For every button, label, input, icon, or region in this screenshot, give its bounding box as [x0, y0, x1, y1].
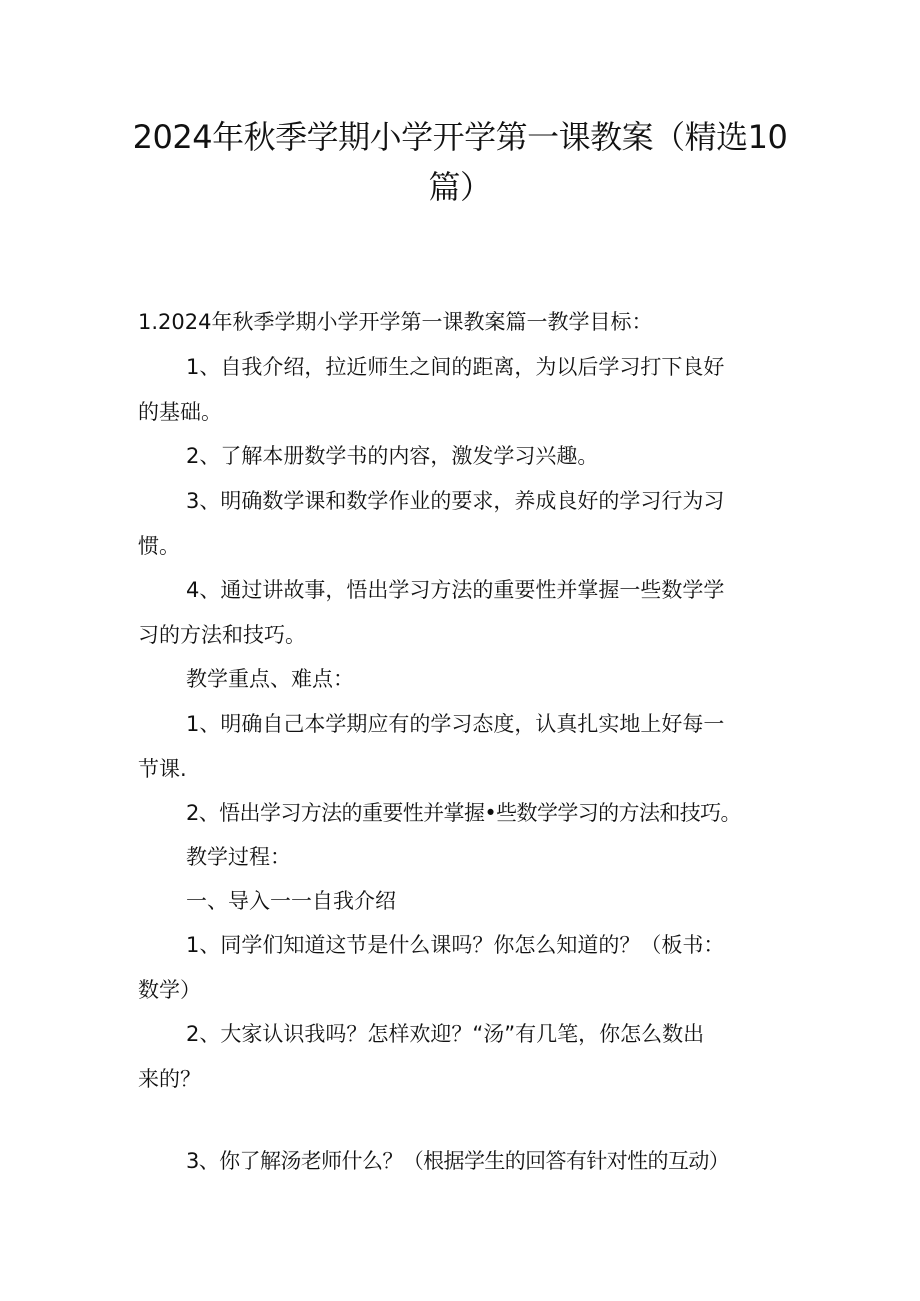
paragraph-key-1 — [138, 702, 798, 792]
para-line: 1、明确自己本学期应有的学习态度，认真扎实地上好每一 — [186, 712, 725, 736]
para-line: 一、导入一一自我介绍 — [186, 889, 396, 913]
section-heading-plan-1 — [138, 300, 798, 345]
para-line-cont: 来的？ — [138, 1067, 201, 1091]
para-line: 1、同学们知道这节是什么课吗？你怎么知道的？（板书： — [186, 933, 725, 957]
para-line: 4、通过讲故事，悟出学习方法的重要性并掌握一些数学学 — [186, 578, 725, 602]
paragraph-intro-2 — [138, 1012, 798, 1102]
paragraph-key-2 — [138, 791, 798, 836]
para-line: 2、悟出学习方法的重要性并掌握•些数学学习的方法和技巧。 — [186, 801, 741, 825]
title-line-1: 2024年秋季学期小学开学第一课教案（精选10 — [132, 118, 788, 156]
para-line-cont: 习的方法和技巧。 — [138, 623, 306, 647]
para-line: 1、自我介绍，拉近师生之间的距离，为以后学习打下良好 — [186, 355, 725, 379]
heading-intro — [138, 879, 798, 924]
para-line-cont: 惯。 — [138, 534, 180, 558]
para-line-cont: 数学） — [138, 978, 201, 1002]
para-line-cont: 节课. — [138, 757, 187, 781]
para-line: 2、了解本册数学书的内容，激发学习兴趣。 — [186, 444, 599, 468]
para-line: 3、你了解汤老师什么？（根据学生的回答有针对性的互动） — [186, 1149, 730, 1173]
paragraph-goal-4 — [138, 568, 798, 658]
para-line: 1.2024年秋季学期小学开学第一课教案篇一教学目标： — [138, 310, 653, 334]
paragraph-intro-1 — [138, 923, 798, 1013]
para-line: 3、明确数学课和数学作业的要求，养成良好的学习行为习 — [186, 489, 725, 513]
para-line: 教学过程： — [186, 845, 291, 869]
para-line-cont: 的基础。 — [138, 400, 222, 424]
paragraph-goal-1 — [138, 345, 798, 435]
paragraph-goal-2 — [138, 434, 798, 479]
paragraph-goal-3 — [138, 479, 798, 569]
paragraph-intro-3 — [138, 1139, 798, 1184]
document-title — [120, 112, 800, 212]
para-line: 教学重点、难点： — [186, 667, 354, 691]
title-line-2: 篇） — [428, 168, 492, 206]
para-line: 2、大家认识我吗？怎样欢迎？“汤”有几笔，你怎么数出 — [186, 1022, 705, 1046]
heading-teaching-process — [138, 835, 798, 880]
heading-key-points — [138, 657, 798, 702]
